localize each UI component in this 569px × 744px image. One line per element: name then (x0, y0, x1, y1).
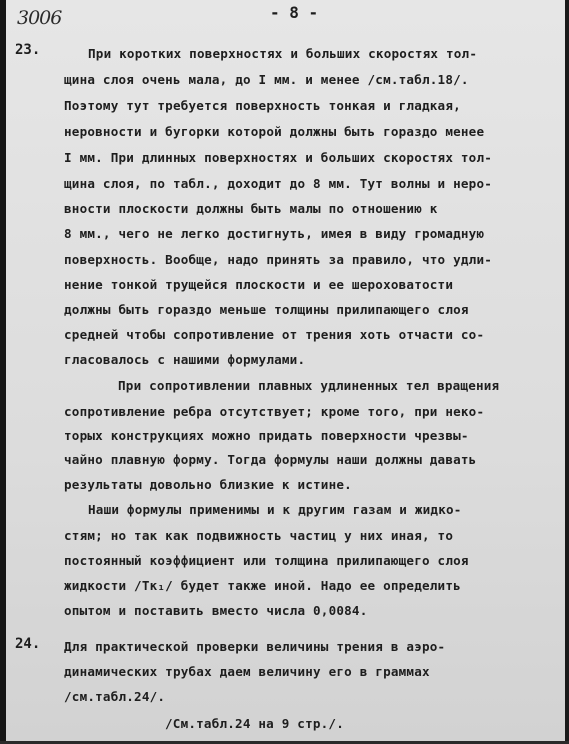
text-line: должны быть гораздо меньше толщины прилипающего слоя (64, 302, 469, 317)
page-number: - 8 - (270, 3, 319, 22)
text-line: При коротких поверхностях и больших скоростях тол- (88, 46, 478, 61)
text-line: Поэтому тут требуется поверхность тонкая и гладкая, (64, 98, 461, 113)
handwritten-note: 3006 (17, 7, 62, 29)
scan-edge-right (565, 0, 569, 744)
text-line: 8 мм., чего не легко достигнуть, имея в виду громадную (64, 226, 485, 241)
text-line: щина слоя, по табл., доходит до 8 мм. Тут волны и неро- (64, 176, 493, 191)
text-line: нение тонкой трущейся плоскости и ее шероховатости (64, 277, 454, 292)
text-line: средней чтобы сопротивление от трения хоть отчасти со- (64, 327, 485, 342)
text-line: /см.табл.24/. (64, 689, 166, 704)
text-line: I мм. При длинных поверхностях и больших скоростях тол- (64, 150, 493, 165)
text-line: сопротивление ребра отсутствует; кроме того, при неко- (64, 404, 485, 419)
text-line: динамических трубах даем величину его в граммах (64, 664, 430, 679)
paragraph-number: 24. (15, 636, 41, 652)
text-line: гласовалось с нашими формулами. (64, 352, 306, 367)
text-line: щина слоя очень мала, до I мм. и менее /см.табл.18/. (64, 72, 469, 87)
text-line: При сопротивлении плавных удлиненных тел вращения (118, 378, 500, 393)
text-line: Наши формулы применимы и к другим газам и жидко- (88, 502, 462, 517)
text-line: поверхность. Вообще, надо принять за правило, что удли- (64, 252, 493, 267)
paragraph-number: 23. (15, 42, 41, 58)
footnote: /См.табл.24 на 9 стр./. (165, 716, 344, 731)
text-line: стям; но так как подвижность частиц у них иная, то (64, 528, 454, 543)
text-line: торых конструкциях можно придать поверхности чрезвы- (64, 428, 469, 443)
text-line: чайно плавную форму. Тогда формулы наши должны давать (64, 452, 477, 467)
text-line: результаты довольно близкие к истине. (64, 477, 352, 492)
text-line: неровности и бугорки которой должны быть гораздо менее (64, 124, 485, 139)
text-line: опытом и поставить вместо числа 0,0084. (64, 603, 368, 618)
text-line: вности плоскости должны быть малы по отношению к (64, 201, 438, 216)
text-line: Для практической проверки величины трения в аэро- (64, 639, 446, 654)
text-line: постоянный коэффициент или толщина прилипающего слоя (64, 553, 469, 568)
scan-edge-left (0, 0, 6, 744)
text-line: жидкости /Тк₁/ будет также иной. Надо ее определить (64, 578, 461, 593)
